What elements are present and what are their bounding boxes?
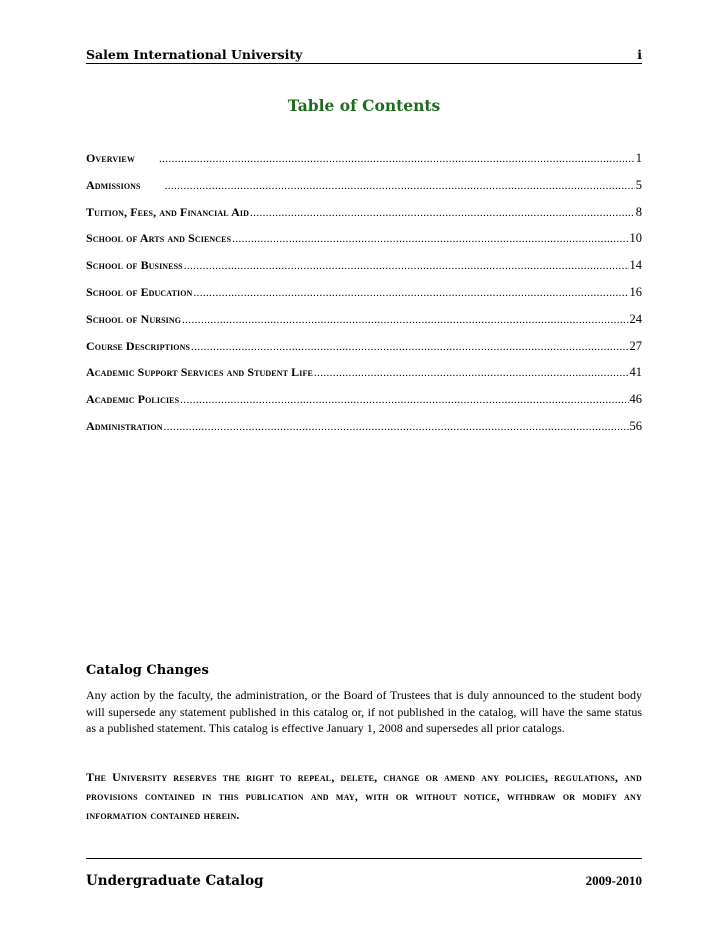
toc-leader — [184, 258, 629, 273]
toc-leader — [193, 285, 628, 300]
header-institution: Salem International University — [86, 47, 303, 62]
toc-entry-page: 46 — [629, 392, 642, 407]
toc-entry-page: 16 — [629, 284, 642, 299]
page-header — [86, 42, 642, 64]
toc-entry-nursing[interactable] — [86, 312, 642, 339]
toc-entry-page: 56 — [629, 418, 642, 433]
toc-entry-administration[interactable] — [86, 419, 642, 446]
toc-entry-label: Academic Support Services and Student Life — [86, 365, 313, 380]
toc-entry-overview[interactable] — [86, 151, 642, 178]
toc-entry-label: Course Descriptions — [86, 338, 191, 353]
toc-leader — [165, 178, 635, 193]
toc-entry-business[interactable] — [86, 258, 642, 285]
toc-leader — [182, 312, 628, 327]
toc-entry-page: 27 — [629, 338, 642, 353]
toc-entry-label: Admissions — [86, 177, 141, 192]
page-footer — [86, 858, 642, 889]
table-of-contents — [86, 151, 642, 446]
toc-entry-label: School of Arts and Sciences — [86, 231, 232, 246]
header-page-number: i — [637, 47, 642, 62]
catalog-changes-heading: Catalog Changes — [86, 663, 209, 678]
toc-entry-page: 24 — [629, 311, 642, 326]
toc-entry-arts-sciences[interactable] — [86, 231, 642, 258]
toc-entry-page: 14 — [629, 258, 642, 273]
toc-entry-course-descriptions[interactable] — [86, 339, 642, 366]
toc-entry-label: School of Education — [86, 284, 193, 299]
toc-leader — [191, 339, 628, 354]
toc-entry-label: Tuition, Fees, and Financial Aid — [86, 204, 250, 219]
toc-entry-education[interactable] — [86, 285, 642, 312]
toc-entry-label: Academic Policies — [86, 392, 180, 407]
toc-leader — [164, 419, 629, 434]
catalog-changes-notice: The University reserves the right to repeal, delete, change or amend any policies, regulations, and provisions contained in this publication and may, with or without notice, withdraw or modify any information contained herein. — [86, 770, 642, 822]
toc-leader — [232, 231, 628, 246]
toc-entry-page: 1 — [635, 151, 642, 165]
toc-entry-student-life[interactable] — [86, 365, 642, 392]
toc-entry-label: Administration — [86, 418, 163, 433]
toc-entry-admissions[interactable] — [86, 178, 642, 205]
toc-leader — [250, 205, 635, 220]
toc-entry-tuition[interactable] — [86, 205, 642, 232]
toc-entry-label: Overview — [86, 151, 135, 165]
toc-entry-page: 5 — [635, 177, 642, 192]
toc-entry-academic-policies[interactable] — [86, 392, 642, 419]
toc-entry-page: 8 — [635, 204, 642, 219]
toc-entry-label: School of Business — [86, 258, 183, 273]
footer-year: 2009-2010 — [585, 873, 642, 888]
toc-title: Table of Contents — [287, 96, 441, 115]
toc-leader — [180, 392, 628, 407]
toc-entry-page: 41 — [629, 365, 642, 380]
toc-leader — [159, 151, 635, 166]
toc-leader — [314, 365, 629, 380]
catalog-changes-body: Any action by the faculty, the administration, or the Board of Trustees that is duly announced to the student body will supersede any statement published in this catalog or, if not published in the catalog, will have the same status as a published statement. This catalog is effective January 1, 2008 and supersedes all prior catalogs. — [86, 688, 642, 736]
toc-entry-page: 10 — [629, 231, 642, 246]
toc-entry-label: School of Nursing — [86, 311, 182, 326]
footer-catalog-name: Undergraduate Catalog — [86, 873, 264, 889]
